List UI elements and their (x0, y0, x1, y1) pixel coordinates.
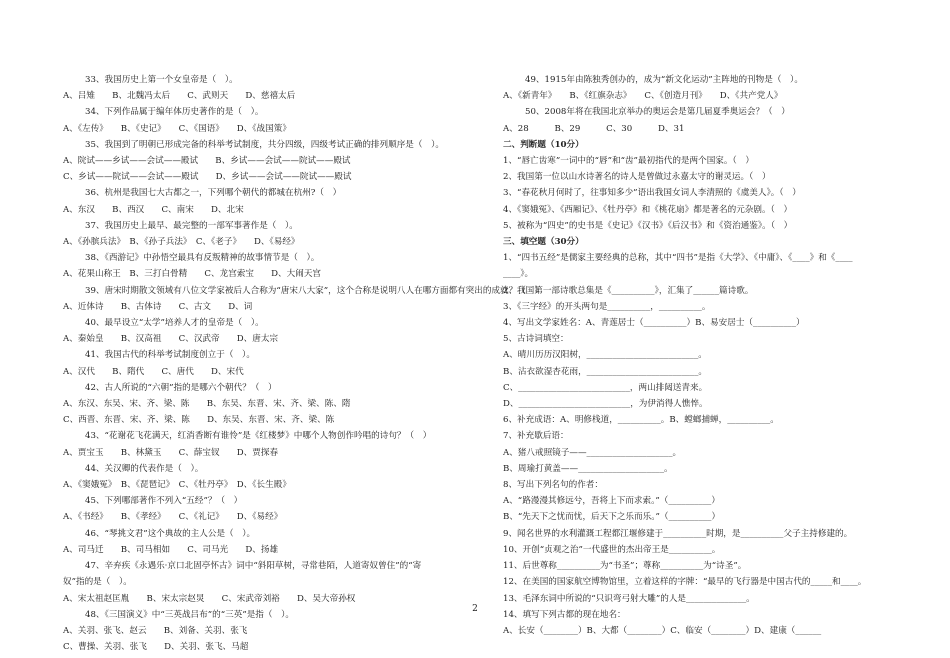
text-line: A、花果山称王 B、三打白骨精 C、龙宫索宝 D、大闹天宫 (63, 269, 322, 280)
text-line: 46、“琴挑文君”这个典故的主人公是（ ）。 (85, 528, 256, 539)
text-line: 12、在美国的国家航空博物馆里，立着这样的字牌：“最早的飞行器是中国古代的_____和____。 (503, 577, 867, 588)
text-line: 49、1915年由陈独秀创办的，成为“新文化运动”主阵地的刊物是（ ）。 (525, 75, 803, 85)
text-line: 5、古诗词填空： (503, 334, 569, 345)
text-line: 47、辛弃疾《永遇乐·京口北固亭怀古》词中“斜阳草树，寻常巷陌，人道寄奴曾住”的“寄 (85, 561, 422, 572)
text-line: 11、后世尊称__________为“书圣”；尊称__________为“诗圣”。 (503, 561, 747, 572)
text-line: A、长安（________）B、大都（________）C、临安（________）D、建康（______ (503, 625, 822, 636)
text-line: A、猪八戒照镜子——____________________。 (503, 447, 682, 458)
section-heading: 三、填空题（30分） (503, 237, 584, 248)
text-line: A、秦始皇 B、汉高祖 C、汉武帝 D、唐太宗 (63, 334, 279, 345)
text-line: 14、填写下列古都的现在地名： (503, 609, 626, 620)
text-line: A、28 B、29 C、30 D、31 (503, 123, 685, 134)
text-line: A、《窦娥冤》 B、《琵琶记》 C、《牡丹亭》 D、《长生殿》 (63, 480, 291, 491)
text-line: A、吕雉 B、北魏冯太后 C、武则天 D、慈禧太后 (63, 91, 296, 102)
text-line: A、汉代 B、隋代 C、唐代 D、宋代 (63, 366, 244, 377)
text-line: C、西晋、东晋、宋、齐、梁、陈 D、东吴、东晋、宋、齐、梁、陈 (63, 415, 335, 426)
text-line: A、晴川历历汉阳树，__________________________。 (503, 350, 707, 361)
text-line: A、“路漫漫其修远兮，吾将上下而求索。”（__________） (503, 496, 720, 507)
text-line: 3、《三字经》的开头两句是__________，__________。 (503, 301, 711, 312)
page-number: 2 (472, 604, 478, 614)
text-line: 39、唐宋时期散文领域有八位文学家被后人合称为“唐宋八大家”，这个合称是说明八人在哪方面都有突出的成就？（ ） (85, 285, 544, 296)
text-line: A、《新青年》 B、《红旗杂志》 C、《创造月刊》 D、《共产党人》 (503, 91, 783, 102)
text-line: 2、我国第一部诗歌总集是《__________》，汇集了______篇诗歌。 (503, 285, 754, 296)
text-line: 2、我国第一位以山水诗著名的诗人是曾做过永嘉太守的谢灵运。（ ） (503, 172, 771, 183)
text-line: 4、写出文学家姓名：A、青莲居士（__________）B、易安居士（__________） (503, 318, 805, 329)
text-line: C、乡试——院试——会试——殿试 D、乡试——会试——院试——殿试 (63, 172, 352, 183)
text-line: 43、“花谢花飞花满天，红消香断有谁怜”是《红楼梦》中哪个人物创作吟唱的诗句？（ ） (85, 431, 432, 442)
text-line: A、《孙膑兵法》 B、《孙子兵法》 C、《老子》 D、《易经》 (63, 237, 300, 248)
text-line: B、沾衣欲湿杏花雨，__________________________。 (503, 366, 707, 377)
text-line: 35、我国到了明朝已形成完备的科举考试制度，共分四级，四级考试正确的排列顺序是（ ）。 (85, 139, 444, 150)
text-line: 38、《西游记》中孙悟空最具有反叛精神的故事情节是（ ）。 (85, 253, 320, 264)
text-line: 6、补充成语：A、明修栈道，__________。B、螳螂捕蝉，__________。 (503, 415, 779, 426)
text-line: A、贾宝玉 B、林黛玉 C、薛宝钗 D、贾探春 (63, 447, 279, 458)
text-line: 1、“唇亡齿寒”一词中的“唇”和“齿”最初指代的是两个国家。（ ） (503, 156, 754, 167)
text-line: A、东汉 B、西汉 C、南宋 D、北宋 (63, 204, 244, 215)
text-line: C、曹操、关羽、张飞 D、关羽、张飞、马超 (63, 642, 249, 653)
text-line: 3、“春花秋月何时了，往事知多少”语出我国女词人李清照的《虞美人》。（ ） (503, 188, 801, 199)
text-line: 41、我国古代的科举考试制度创立于（ ）。 (85, 350, 255, 361)
text-line: 奴”指的是（ ）。 (63, 577, 132, 588)
section-heading: 二、判断题（10分） (503, 139, 584, 150)
text-line: 10、开创“贞观之治”一代盛世的杰出帝王是__________。 (503, 544, 721, 555)
text-line: 40、最早设立“太学”培养人才的皇帝是（ ）。 (85, 318, 264, 329)
text-line: A、关羽、张飞、赵云 B、刘备、关羽、张飞 (63, 625, 248, 636)
text-line: 34、下列作品属于编年体历史著作的是（ ）。 (85, 107, 264, 118)
text-line: 50、2008年将在我国北京举办的奥运会是第几届夏季奥运会？（ ） (525, 107, 790, 118)
text-line: A、《左传》 B、《史记》 C、《国语》 D、《战国策》 (63, 123, 291, 134)
text-line: 13、毛泽东词中所说的“只识弯弓射大雕”的人是______________。 (503, 593, 755, 604)
text-line: 5、被称为“四史”的史书是《史记》《汉书》《后汉书》和《资治通鉴》。（ ） (503, 220, 793, 231)
text-line: 7、补充歇后语： (503, 431, 569, 442)
text-line: A、近体诗 B、古体诗 C、古文 D、词 (63, 301, 253, 312)
text-line: A、司马迁 B、司马相如 C、司马光 D、扬雄 (63, 544, 279, 555)
text-line: 45、下列哪部著作不列入“五经”？（ ） (85, 496, 243, 507)
text-line: 44、关汉卿的代表作是（ ）。 (85, 463, 204, 474)
right-column (503, 72, 913, 639)
text-line: A、东汉、东吴、宋、齐、梁、陈 B、东吴、东晋、宋、齐、梁、陈、隋 (63, 399, 351, 410)
text-line: 36、杭州是我国七大古都之一，下列哪个朝代的都城在杭州?（ ） (85, 188, 342, 199)
text-line: D、__________________________，为伊消得人憔悴。 (503, 399, 708, 410)
text-line: 37、我国历史上最早、最完整的一部军事著作是（ ）。 (85, 220, 298, 231)
text-line: A、院试——乡试——会试——殿试 B、乡试——会试——院试——殿试 (63, 156, 351, 167)
text-line: ____》。 (503, 269, 534, 280)
text-line: 4、《窦娥冤》、《西厢记》、《牡丹亭》和《桃花扇》都是著名的元杂剧。（ ） (503, 204, 793, 215)
text-line: 9、闻名世界的水利灌溉工程都江堰修建于__________时期，是__________父子主持修建的。 (503, 528, 853, 539)
text-line: 1、“四书五经”是儒家主要经典的总称，其中“四书”是指《大学》、《中庸》、《____》和《____ (503, 253, 853, 264)
text-line: A、《书经》 B、《孝经》 C、《礼记》 D、《易经》 (63, 512, 283, 523)
text-line: 48、《三国演义》中“三英战吕布”的“三英”是指（ ）。 (85, 609, 294, 620)
text-line: 8、写出下列名句的作者： (503, 480, 603, 491)
text-line: A、宋太祖赵匡胤 B、宋太宗赵炅 C、宋武帝刘裕 D、吴大帝孙权 (63, 593, 356, 604)
text-line: 42、古人所说的“六朝”指的是哪六个朝代？（ ） (85, 382, 277, 393)
text-line: B、周瑜打黄盖——____________________。 (503, 463, 673, 474)
text-line: B、“先天下之忧而忧，后天下之乐而乐。”（__________） (503, 512, 721, 523)
text-line: 33、我国历史上第一个女皇帝是（ ）。 (85, 75, 238, 85)
text-line: C、__________________________，两山排闼送青来。 (503, 382, 708, 393)
